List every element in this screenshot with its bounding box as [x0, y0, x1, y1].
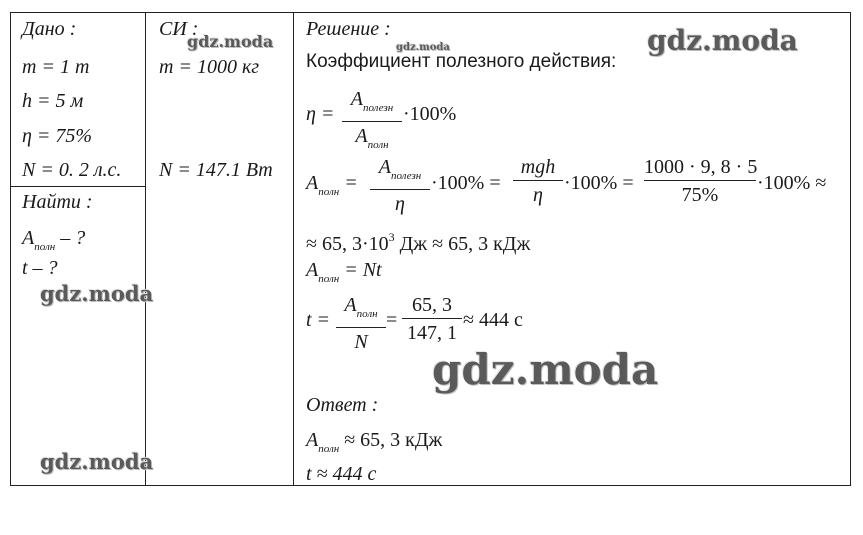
si-mass: m = 1000 кг: [159, 56, 260, 78]
eq5-f1-num-symbol: A: [344, 294, 357, 316]
eq3-post: Дж ≈ 65, 3 кДж: [394, 233, 531, 255]
answer-label: Ответ :: [306, 394, 379, 416]
eq4-symbol: A: [306, 259, 319, 281]
find-work-subscript: полн: [34, 241, 56, 253]
si-header: СИ :: [159, 18, 199, 40]
row-divider-given-find: [10, 186, 146, 187]
eq5-f2-num: 65, 3: [412, 294, 452, 316]
eq2-f1-den: η: [395, 193, 405, 215]
eq3-pre: ≈ 65, 3·10: [306, 233, 389, 255]
answer-time: t ≈ 444 с: [306, 463, 377, 485]
eq4-rest: = Nt: [339, 259, 382, 281]
watermark-center: gdz.moda: [432, 345, 659, 394]
eq2-f1-num-symbol: A: [378, 156, 391, 178]
eq5-lhs: t =: [306, 309, 331, 331]
eq5-f2-den: 147, 1: [407, 322, 457, 344]
eq4-line: [306, 258, 382, 291]
watermark-left-bottom: gdz.moda: [40, 449, 154, 474]
eq1-num-symbol: A: [350, 88, 363, 110]
eq2-lhs-sub: полн: [318, 186, 340, 198]
eq1-den-sub: полн: [367, 139, 389, 151]
eq2-lhs-symbol: A: [306, 172, 319, 194]
column-divider-given-si: [145, 12, 146, 486]
eq2-f2-num: mgh: [520, 156, 556, 178]
watermark-si: gdz.moda: [187, 32, 274, 51]
answer-work-symbol: A: [306, 429, 319, 451]
solution-intro: Коэффициент полезного действия:: [306, 51, 617, 72]
eq1-tail: ·100%: [403, 103, 457, 125]
eq2-mid1: ·100% =: [431, 172, 501, 194]
eq5-tail: ≈ 444 с: [463, 309, 523, 331]
eq2-f1-num-sub: полезн: [390, 170, 422, 182]
answer-work-sub: полн: [318, 443, 340, 455]
eq1-num-sub: полезн: [362, 102, 394, 114]
eq5-fraction-1: [336, 293, 386, 354]
eq2-mid2: ·100% =: [564, 172, 634, 194]
find-work: [22, 226, 85, 259]
given-header: Дано :: [22, 18, 77, 40]
eq5-f1-den: N: [354, 331, 368, 353]
watermark-top-right: gdz.moda: [647, 24, 798, 57]
find-work-symbol: A: [22, 227, 35, 249]
given-mass: m = 1 т: [22, 56, 90, 78]
given-power: N = 0. 2 л.с.: [22, 159, 122, 181]
answer-work-value: ≈ 65, 3 кДж: [339, 429, 443, 451]
si-power: N = 147.1 Вт: [159, 159, 273, 181]
eq2-f2-den: η: [533, 184, 543, 206]
find-work-question: – ?: [55, 227, 86, 249]
eq2-f3-den: 75%: [681, 184, 719, 206]
eq1-fraction: [342, 87, 402, 157]
eq5-equals: =: [386, 309, 398, 331]
eq3-exponent: 3: [388, 230, 395, 244]
eq2-lhs: [306, 171, 358, 204]
answer-work: [306, 428, 442, 461]
eq3-line: [306, 225, 530, 256]
eq2-tail: ·100% ≈: [757, 172, 827, 194]
eq2-fraction-3: [644, 155, 756, 207]
eq2-fraction-1: [370, 155, 430, 216]
eq2-fraction-2: [513, 155, 563, 207]
given-height: h = 5 м: [22, 90, 84, 112]
eq5-f1-num-sub: полн: [356, 308, 378, 320]
eq5-fraction-2: [402, 293, 462, 345]
eq1-den-symbol: A: [355, 125, 368, 147]
eq1-lhs: η =: [306, 103, 335, 125]
watermark-tiny: gdz.moda: [396, 42, 450, 53]
eq2-f3-num: 1000 · 9, 8 · 5: [644, 156, 758, 178]
given-efficiency: η = 75%: [22, 125, 93, 147]
watermark-left-mid: gdz.moda: [40, 281, 154, 306]
eq2-equals: =: [339, 172, 358, 194]
solution-header: Решение :: [306, 18, 391, 40]
eq4-sub: полн: [318, 273, 340, 285]
find-header: Найти :: [22, 191, 93, 213]
find-time: t – ?: [22, 257, 58, 279]
column-divider-si-solution: [293, 12, 294, 486]
